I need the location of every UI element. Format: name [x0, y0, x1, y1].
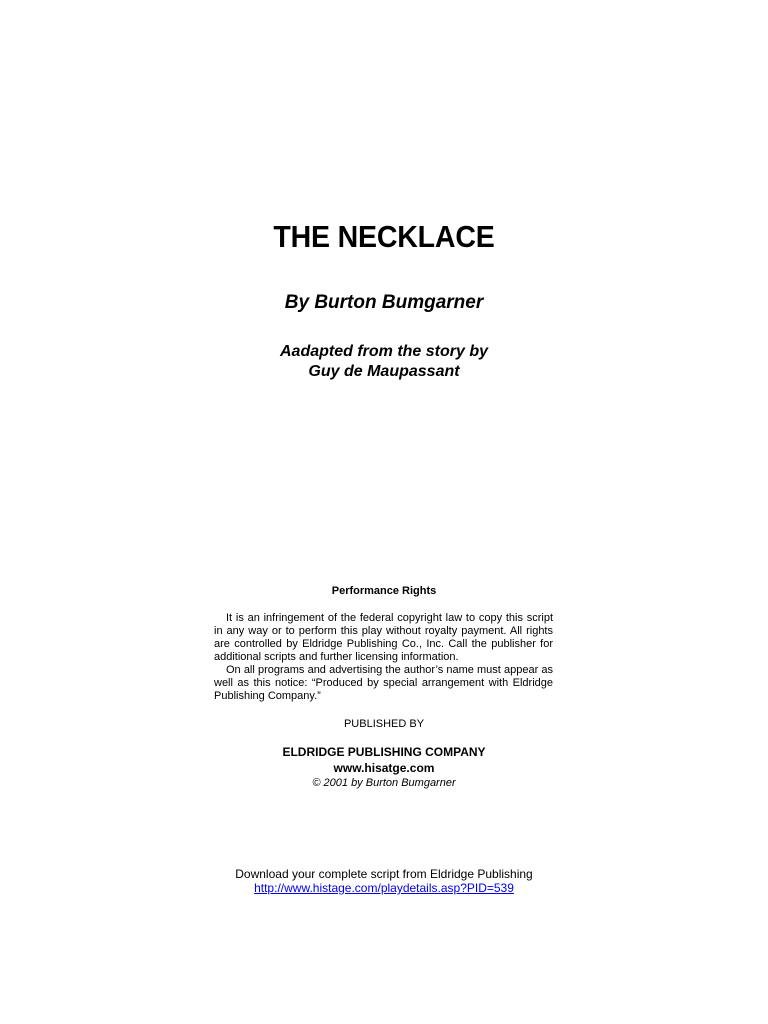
performance-rights-heading: Performance Rights — [331, 585, 437, 597]
performance-rights-body — [214, 612, 553, 703]
adaptation-credit-line-2: Guy de Maupassant — [308, 363, 460, 380]
download-notice: Download your complete script from Eldridge Publishing — [235, 867, 533, 881]
adaptation-credit-line-1: Aadapted from the story by — [279, 343, 489, 360]
download-link[interactable]: http://www.histage.com/playdetails.asp?PID=539 — [254, 881, 514, 895]
rights-paragraph-1: It is an infringement of the federal copyright law to copy this script in any way or to perform this play without royalty payment. All rights are controlled by Eldridge Publishing Co., Inc. Call the publisher for additional scripts and further licensing information. — [214, 612, 553, 663]
author-line: By Burton Bumgarner — [284, 292, 484, 313]
publisher-name: ELDRIDGE PUBLISHING COMPANY — [282, 745, 486, 759]
publisher-website: www.hisatge.com — [333, 761, 435, 775]
rights-paragraph-2: On all programs and advertising the author’s name must appear as well as this notice: “Produced by special arrangement with Eldridge Publishing Company.” — [214, 664, 553, 702]
adaptation-credit — [0, 342, 768, 382]
document-title: THE NECKLACE — [273, 219, 495, 254]
download-link-container — [0, 881, 768, 895]
copyright-notice: © 2001 by Burton Bumgarner — [312, 777, 456, 789]
published-by-label: PUBLISHED BY — [343, 718, 425, 730]
